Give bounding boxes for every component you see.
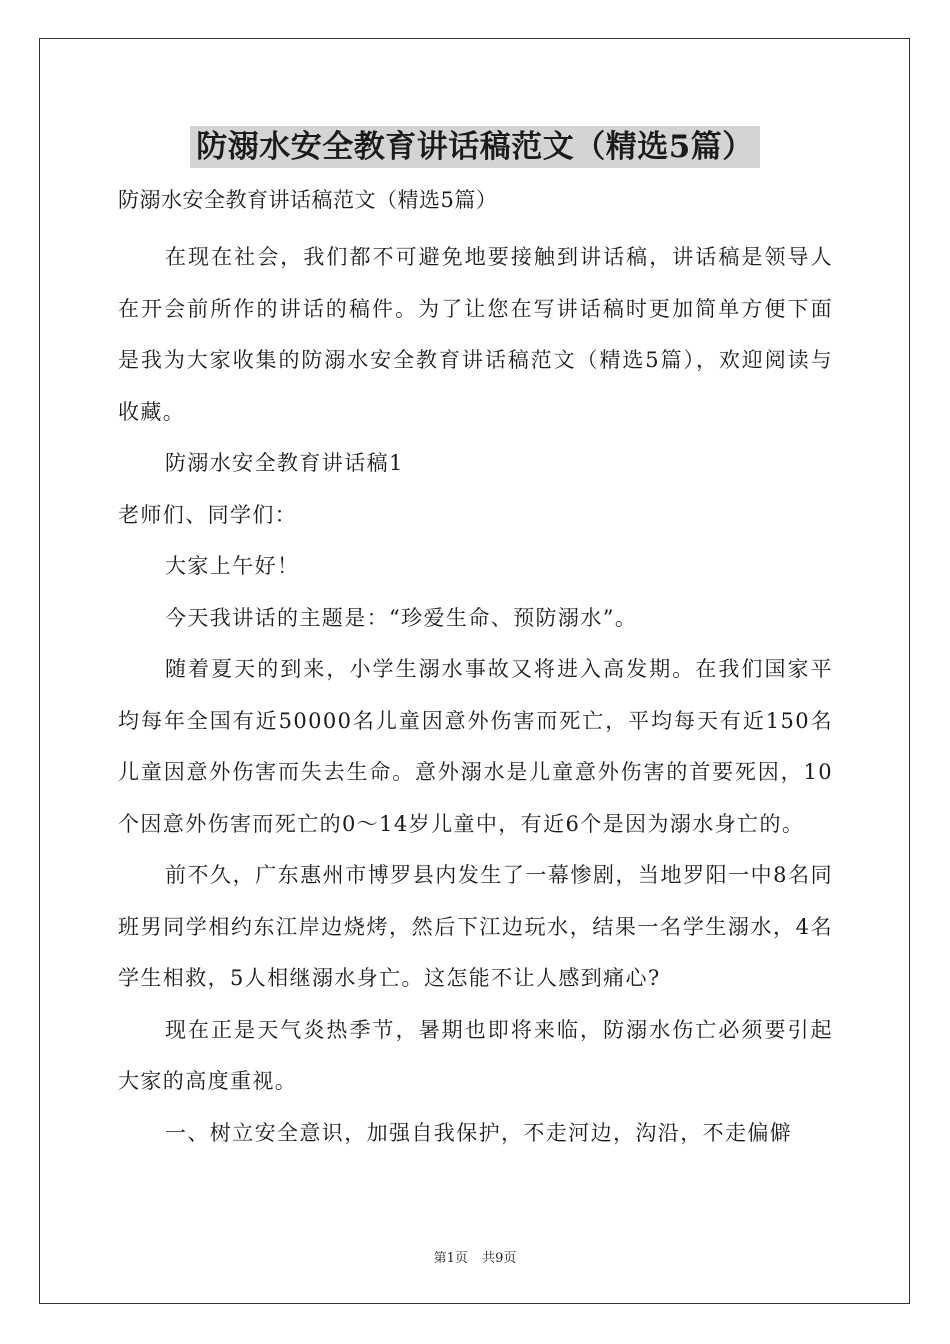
intro-paragraph: 在现在社会，我们都不可避免地要接触到讲话稿，讲话稿是领导人在开会前所作的讲话的稿件。为了让您在写讲话稿时更加简单方便下面是我为大家收集的防溺水安全教育讲话稿范文（精选5篇），欢迎阅读与收藏。 <box>118 245 833 424</box>
section-heading: 防溺水安全教育讲话稿1 <box>165 451 404 475</box>
salutation: 老师们、同学们： <box>118 502 298 527</box>
theme-paragraph: 今天我讲话的主题是：“珍爱生命、预防溺水”。 <box>165 605 638 630</box>
subtitle-paragraph: 防溺水安全教育讲话稿范文（精选5篇） <box>118 188 498 212</box>
point-one-paragraph: 一、树立安全意识，加强自我保护，不走河边，沟沿，不走偏僻 <box>165 1120 793 1145</box>
page-total: 共9页 <box>482 1251 517 1266</box>
title-container <box>0 126 950 168</box>
page-footer <box>0 1247 950 1266</box>
document-title: 防溺水安全教育讲话稿范文（精选5篇） <box>190 126 760 168</box>
statistics-paragraph: 随着夏天的到来，小学生溺水事故又将进入高发期。在我们国家平均每年全国有近50000名儿童因意外伤害而死亡，平均每天有近150名儿童因意外伤害而失去生命。意外溺水是儿童意外伤害的首要死因，10个因意外伤害而死亡的0～14岁儿童中，有近6个是因为溺水身亡的。 <box>118 657 833 836</box>
page-number: 第1页 <box>433 1251 468 1266</box>
incident-paragraph: 前不久，广东惠州市博罗县内发生了一幕惨剧，当地罗阳一中8名同班男同学相约东江岸边烧烤，然后下江边玩水，结果一名学生溺水，4名学生相救，5人相继溺水身亡。这怎能不让人感到痛心? <box>118 863 833 990</box>
greeting: 大家上午好！ <box>165 554 300 578</box>
season-paragraph: 现在正是天气炎热季节，暑期也即将来临，防溺水伤亡必须要引起大家的高度重视。 <box>118 1017 833 1093</box>
document-body <box>118 182 833 1159</box>
